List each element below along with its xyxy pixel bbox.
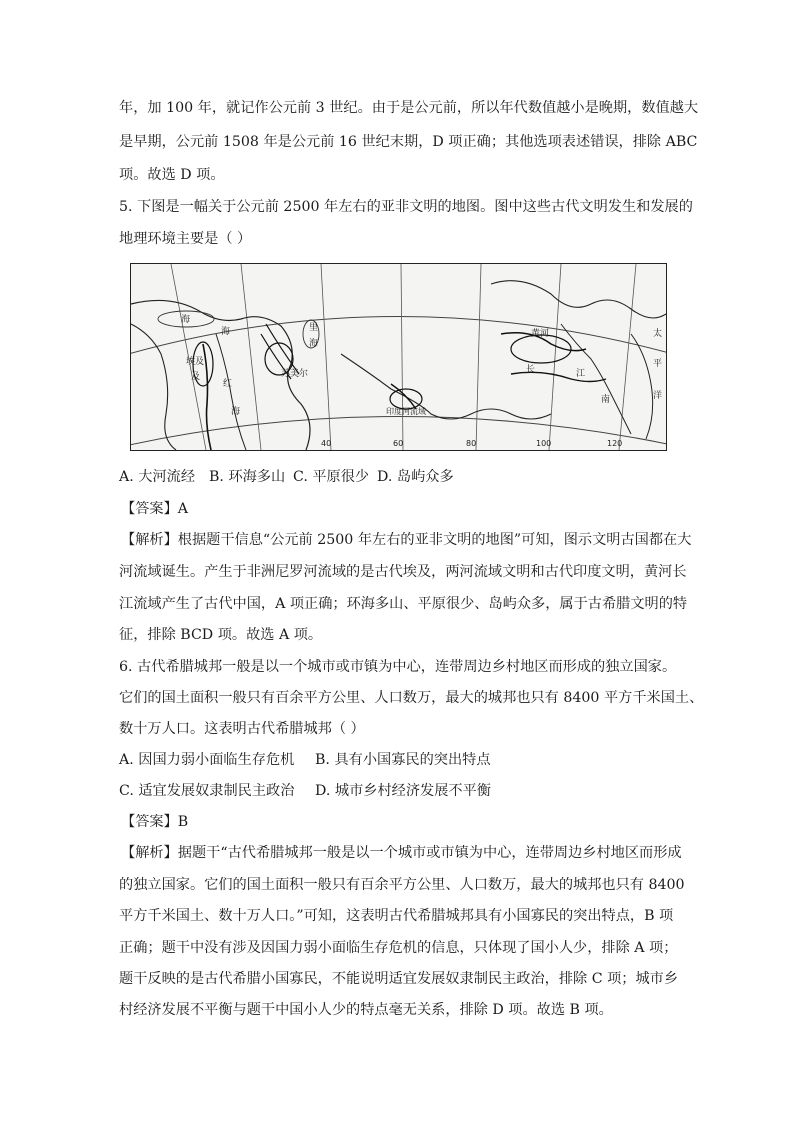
q5-option-c[interactable]: C. 平原很少 bbox=[293, 469, 370, 485]
map-degree-80: 80 bbox=[466, 439, 477, 448]
map-label-yang: 洋 bbox=[653, 391, 663, 401]
q6-stem-line-1: 6. 古代希腊城邦一般是以一个城市或市镇为中心，连带周边乡村地区而形成的独立国家。 bbox=[119, 659, 677, 675]
prev-analysis-line-1: 年，加 100 年，就记作公元前 3 世纪。由于是公元前，所以年代数值越小是晚期，数值越大 bbox=[119, 100, 699, 116]
q5-options bbox=[119, 467, 699, 487]
q5-stem-line-2: 地理环境主要是（ ） bbox=[119, 231, 252, 247]
map-label-chang: 长 bbox=[526, 365, 536, 375]
q5-analysis-line-3: 江流域产生了古代中国，A 项正确；环海多山、平原很少、岛屿众多，属于古希腊文明的特 bbox=[119, 596, 688, 612]
q6-analysis-line-3: 平方千米国土、数十万人口。”可知，这表明古代希腊城邦具有小国寡民的突出特点，B 项 bbox=[119, 908, 674, 924]
q5-analysis-line-1: 【解析】根据题干信息“公元前 2500 年左右的亚非文明的地图”可知，图示文明古国都在大 bbox=[121, 532, 692, 548]
map-label-nan: 南 bbox=[601, 395, 611, 405]
map-label-yellow-river: 黄河 bbox=[531, 329, 550, 339]
map-label-sea-1: 海 bbox=[181, 315, 191, 325]
q5-analysis-line-4: 征，排除 BCD 项。故选 A 项。 bbox=[119, 627, 323, 643]
q5-option-d[interactable]: D. 岛屿众多 bbox=[377, 469, 454, 485]
map-label-sumer: 苏美尔 bbox=[281, 369, 309, 379]
map-degree-40: 40 bbox=[321, 439, 332, 448]
q6-stem-line-2: 它们的国土面积一般只有百余平方公里、人口数万，最大的城邦也只有 8400 平方千米国土、 bbox=[119, 690, 704, 706]
q6-option-a[interactable]: A. 因国力弱小面临生存危机 bbox=[119, 752, 295, 768]
map-label-caspian-2: 海 bbox=[309, 339, 319, 349]
q6-analysis-line-1: 【解析】据题干“古代希腊城邦一般是以一个城市或市镇为中心，连带周边乡村地区而形成 bbox=[121, 845, 682, 861]
map-label-egypt: 埃及 bbox=[186, 357, 205, 367]
q6-analysis-line-6: 村经济发展不平衡与题干中国小人少的特点毫无关系，排除 D 项。故选 B 项。 bbox=[119, 1002, 613, 1018]
q6-analysis-line-4: 正确；题干中没有涉及因国力弱小面临生存危机的信息，只体现了国小人少，排除 A 项； bbox=[119, 940, 678, 956]
map-label-tai: 太 bbox=[653, 329, 663, 339]
map-label-red: 红 bbox=[223, 379, 233, 389]
map-label-caspian-1: 里 bbox=[309, 323, 319, 333]
prev-analysis-line-2: 是早期，公元前 1508 年是公元前 16 世纪末期，D 项正确；其他选项表述错误，排除 ABC bbox=[119, 134, 698, 150]
map-label-ping: 平 bbox=[653, 359, 663, 369]
prev-analysis-line-3: 项。故选 D 项。 bbox=[119, 167, 225, 183]
q6-option-b[interactable]: B. 具有小国寡民的突出特点 bbox=[315, 752, 491, 768]
map-label-sea-2: 海 bbox=[221, 327, 231, 337]
map-degree-100: 100 bbox=[536, 439, 552, 448]
q6-options-row-2 bbox=[119, 781, 699, 801]
q6-options-row-1 bbox=[119, 750, 699, 770]
map-degree-120: 120 bbox=[607, 439, 623, 448]
q5-answer: 【答案】A bbox=[121, 501, 188, 517]
map-label-jiang: 江 bbox=[576, 369, 586, 379]
q6-answer: 【答案】B bbox=[121, 814, 189, 830]
q5-option-b[interactable]: B. 环海多山 bbox=[209, 469, 286, 485]
q5-stem-line-1: 5. 下图是一幅关于公元前 2500 年左右的亚非文明的地图。图中这些古代文明发生和发展的 bbox=[119, 199, 693, 215]
q6-stem-line-3: 数十万人口。这表明古代希腊城邦（ ） bbox=[119, 721, 365, 737]
map-label-indus: 印度河流域 bbox=[386, 407, 426, 416]
map-drawing bbox=[131, 264, 666, 450]
asia-africa-civilization-map bbox=[130, 263, 667, 451]
q5-option-a[interactable]: A. 大河流经 bbox=[119, 469, 196, 485]
map-degree-60: 60 bbox=[393, 439, 404, 448]
q6-option-d[interactable]: D. 城市乡村经济发展不平衡 bbox=[315, 783, 491, 799]
q5-analysis-line-2: 河流域诞生。产生于非洲尼罗河流域的是古代埃及，两河流域文明和古代印度文明，黄河长 bbox=[119, 564, 687, 580]
q6-analysis-line-5: 题干反映的是古代希腊小国寡民，不能说明适宜发展奴隶制民主政治，排除 C 项；城市乡 bbox=[119, 971, 679, 987]
map-label-ji: 及 bbox=[191, 372, 201, 382]
q6-analysis-line-2: 的独立国家。它们的国土面积一般只有百余平方公里、人口数万，最大的城邦也只有 8400 bbox=[119, 877, 685, 893]
map-label-red-sea: 海 bbox=[231, 407, 241, 417]
q6-option-c[interactable]: C. 适宜发展奴隶制民主政治 bbox=[119, 783, 295, 799]
